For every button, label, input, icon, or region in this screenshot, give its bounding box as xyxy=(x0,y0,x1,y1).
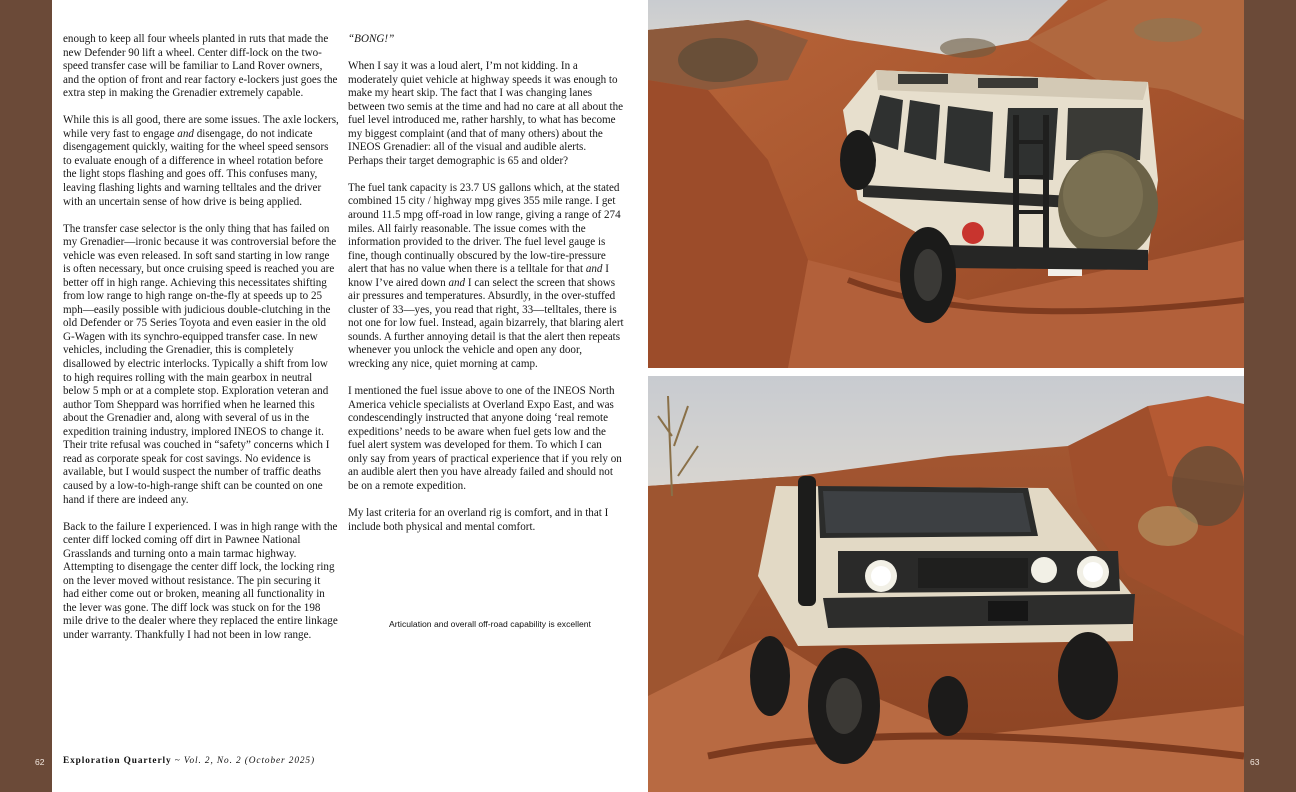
issue-info: Vol. 2, No. 2 (October 2025) xyxy=(183,756,315,766)
text-column-2 xyxy=(348,33,624,548)
paragraph: I mentioned the fuel issue above to one of the INEOS North America vehicle specialists at Overland Expo East, and was condescendingly instructed that anyone doing ‘real remote expeditions’ needs to be aware when fuel gets low and the fuel alert system was developed for them. To which I can only say from years of practical experience that if you rely on an audible alert then you have already failed and should not be on a remote expedition. xyxy=(348,385,622,492)
photo-gutter xyxy=(648,368,1244,376)
paragraph: Back to the failure I experienced. I was in high range with the center diff locked coming off dirt in Pawnee National Grasslands and turning onto a main tarmac highway. Attempting to disengage the center diff lock, the locking ring on the lever moved without resistance. The pin securing it had either come out or broken, meaning all functionality in the lever was gone. The diff lock was stuck on for the 198 mile drive to the dealer where they replaced the entire linkage under warranty. Thankfully I had not been in low range. xyxy=(63,520,338,641)
page-number-left: 62 xyxy=(35,757,45,767)
paragraph: The transfer case selector is the only thing that has failed on my Grenadier—ironic because it was controversial before the vehicle was even released. In soft sand starting in low range is often necessary, but once cruising speed is reached you are better off in high range. Achieving this necessitates shifting from low range to high range on-the-fly at speeds up to 25 mph—easily possible with judicious double-clutching in the old Defender or 75 Series Toyota and even easier in the old G-Wagen with its synchro-equipped transfer case. In new vehicles, including the Grenadier, this is completely disallowed by electric interlocks. Typically a shift from low to high requires rolling with the main gearbox in neutral below 5 mph or at a complete stop. Exploration veteran and author Tom Sheppard was horrified when he learned this about the Grenadier and, along with several of us in the expedition training industry, implored INEOS to change it. Their trite refusal was couched in “safety” concerns which I read as corporate speak for cost savings. No evidence is available, but I would suspect the number of traffic deaths caused by a low-to-high-range shift can be counted on one hand if there are indeed any. xyxy=(63,222,337,506)
photo-caption: Articulation and overall off-road capability is excellent xyxy=(389,619,591,629)
paragraph-bong: “BONG!” xyxy=(348,33,395,45)
paragraph: enough to keep all four wheels planted in ruts that made the new Defender 90 lift a wheel. Center diff-lock on the two-speed transfer case will be familiar to Land Rover owners, and the option of front and rear factory e-lockers just goes the extra step in making the Grenadier extremely capable. xyxy=(63,33,338,100)
paragraph: While this is all good, there are some issues. The axle lockers, while very fast to engage and disengage, do not indicate disengagement quickly, waiting for the wheel speed sensors to evaluate enough of a difference in wheel rotation before the light stops flashing and goes off. This confuses many, leaving flashing lights and warning telltales and the driver with an uncertain sense of how drive is being applied. xyxy=(63,114,339,208)
paragraph: The fuel tank capacity is 23.7 US gallons which, at the stated combined 15 city / highway mpg gives 355 mile range. I get around 11.5 mpg off-road in low range, giving a range of 274 miles. All fairly reasonable. The issue comes with the information provided to the driver. The fuel level gauge is fine, though continually obscured by the low-tire-pressure alert that has no value when there is a telltale for that and I know I’ve aired down and I can select the screen that shows air pressures and temperatures. Absurdly, in the over-stuffed cluster of 33—yes, you read that right, 33—telltales, there is not one for low fuel. Instead, again bizarrely, that blaring alert sounds. A further annoying detail is that the alert then repeats whenever you unlock the vehicle and open any door, wrecking any nice, quiet morning at camp. xyxy=(348,181,624,371)
page-number-right: 63 xyxy=(1250,757,1260,767)
footer-separator: ~ xyxy=(171,756,184,766)
running-footer xyxy=(63,756,315,766)
left-outer-margin xyxy=(0,0,52,792)
paragraph: My last criteria for an overland rig is comfort, and in that I include both physical and mental comfort. xyxy=(348,506,609,533)
paragraph: When I say it was a loud alert, I’m not kidding. In a moderately quiet vehicle at highway speeds it was enough to make my heart skip. The fact that I was changing lanes between two semis at the time and had no care at all about the fuel level introduced me, rather harshly, to what has become my biggest complaint (and that of many others) about the INEOS Grenadier: all of the visual and audible alerts. Perhaps their target demographic is 65 and older? xyxy=(348,60,624,167)
publication-name: Exploration Quarterly xyxy=(63,756,172,766)
photo-grenadier-front xyxy=(648,376,1244,792)
text-column-1 xyxy=(63,33,339,656)
photo-grenadier-rear xyxy=(648,0,1244,368)
right-outer-margin xyxy=(1244,0,1296,792)
